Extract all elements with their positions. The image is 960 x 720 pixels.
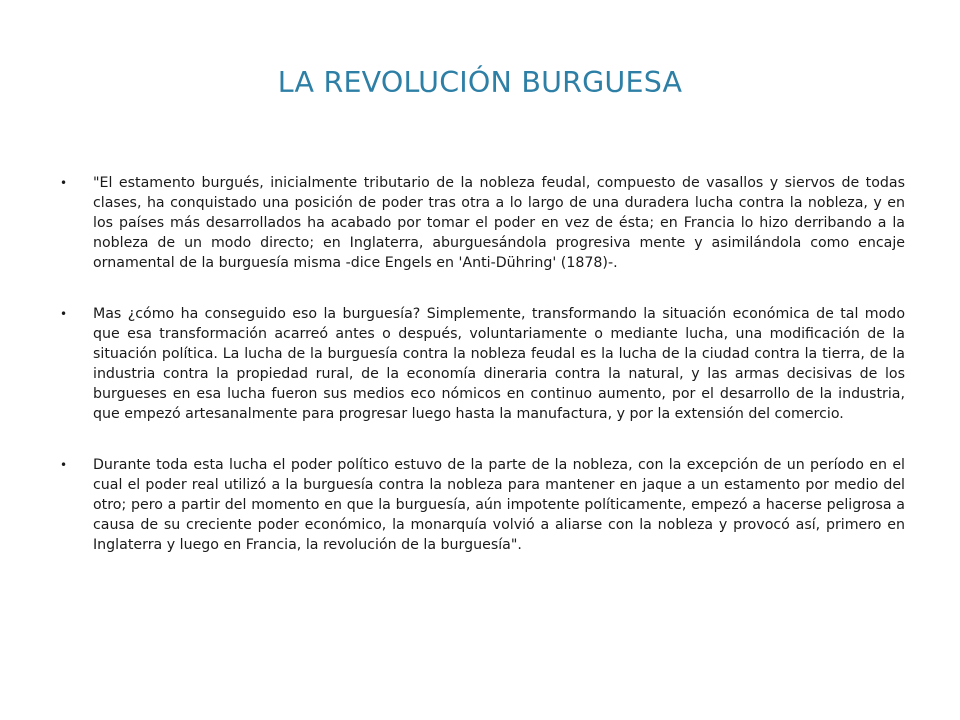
slide-title: LA REVOLUCIÓN BURGUESA	[277, 66, 683, 99]
bullet-list	[60, 173, 905, 586]
bullet-text: Durante toda esta lucha el poder político estuvo de la parte de la nobleza, con la excepción de un período en el cual el poder real utilizó a la burguesía contra la nobleza para mantener en jaque a un estamento por medio del otro; pero a partir del momento en que la burguesía, aún impotente políticamente, empezó a hacerse peligrosa a causa de su creciente poder económico, la monarquía volvió a aliarse con la nobleza y provocó así, primero en Inglaterra y luego en Francia, la revolución de la burguesía".	[93, 457, 905, 553]
bullet-marker: •	[60, 458, 68, 472]
bullet-marker: •	[60, 307, 68, 321]
bullet-text: Mas ¿cómo ha conseguido eso la burguesía? Simplemente, transformando la situación económica de tal modo que esa transformación acarreó antes o después, voluntariamente o mediante lucha, una modificación de la situación política. La lucha de la burguesía contra la nobleza feudal es la lucha de la ciudad contra la tierra, de la industria contra la propiedad rural, de la economía dineraria contra la natural, y las armas decisivas de los burgueses en esa lucha fueron sus medios eco nómicos en continuo aumento, por el desarrollo de la industria, que empezó artesanalmente para progresar luego hasta la manufactura, y por la extensión del comercio.	[93, 306, 905, 422]
bullet-item	[60, 304, 905, 424]
bullet-text: "El estamento burgués, inicialmente tributario de la nobleza feudal, compuesto de vasallos y siervos de todas clases, ha conquistado una posición de poder tras otra a lo largo de una duradera lucha contra la nobleza, y en los países más desarrollados ha acabado por tomar el poder en vez de ésta; en Francia lo hizo derribando a la nobleza de un modo directo; en Inglaterra, aburguesándola progresiva mente y asimilándola como encaje ornamental de la burguesía misma -dice Engels en 'Anti-Dühring' (1878)-.	[93, 175, 905, 271]
bullet-marker: •	[60, 176, 68, 190]
bullet-item	[60, 455, 905, 555]
bullet-item	[60, 173, 905, 273]
